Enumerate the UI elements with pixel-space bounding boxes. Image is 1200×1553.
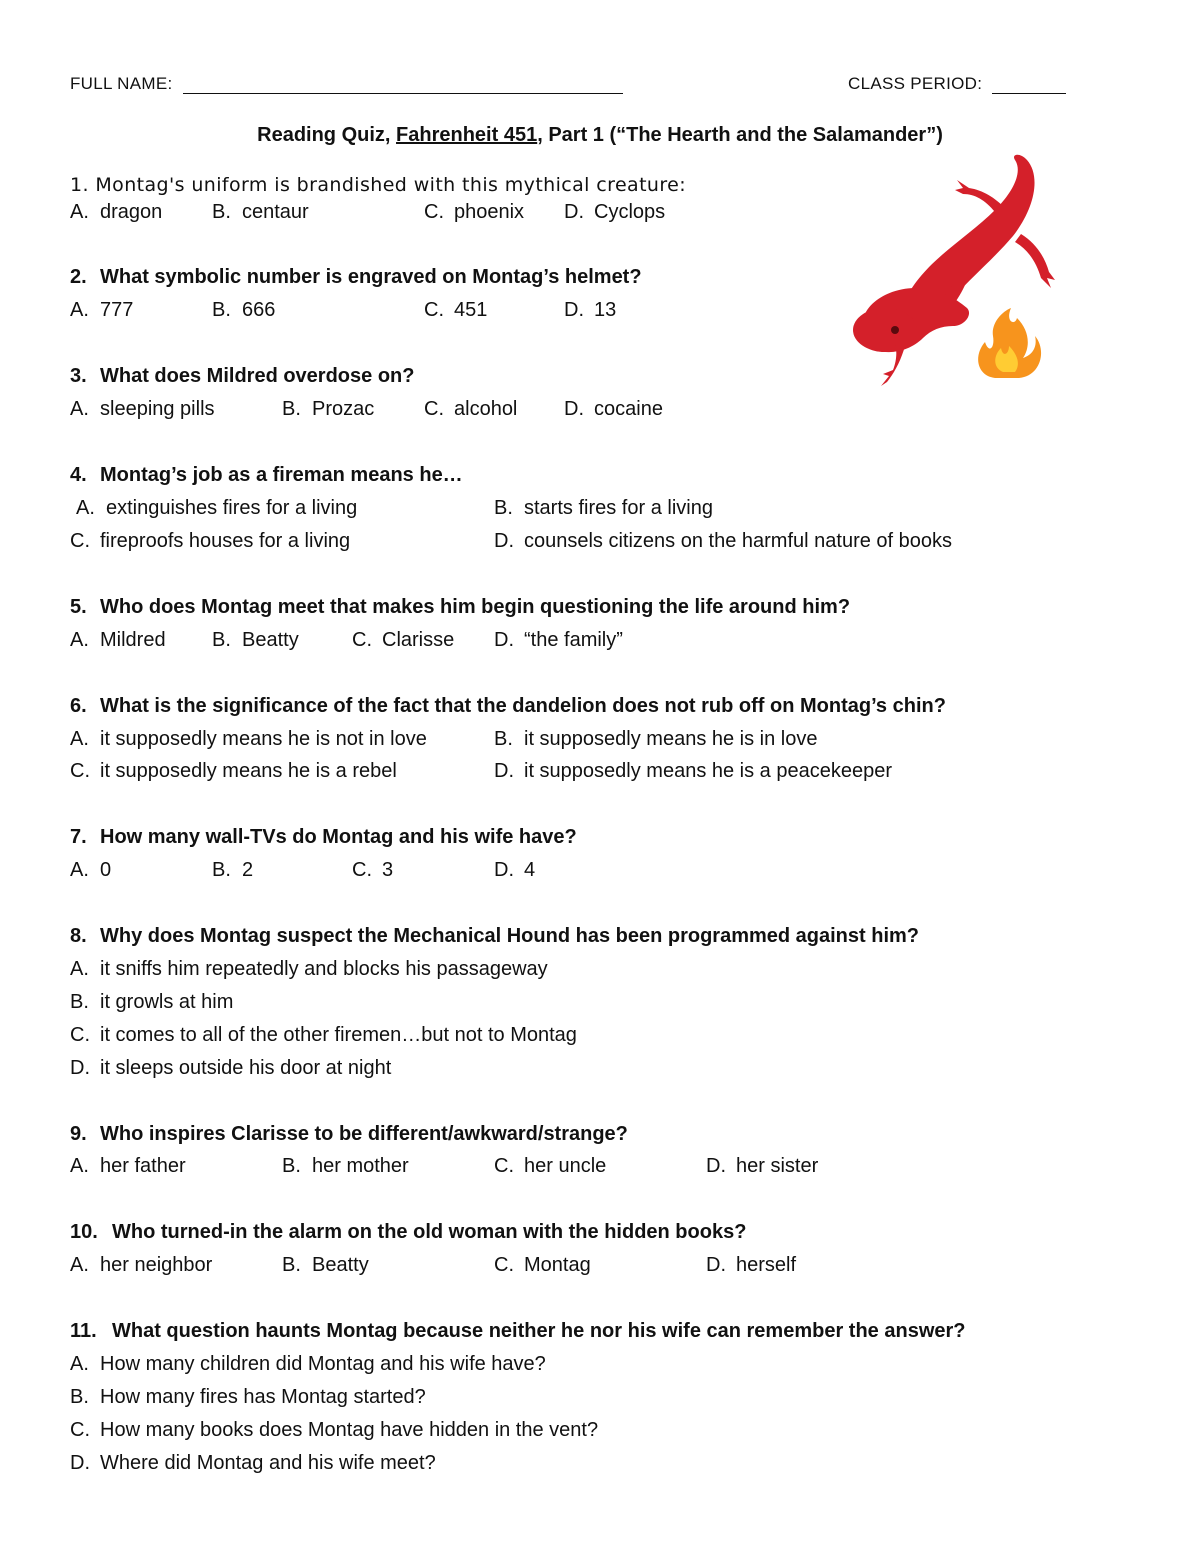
question-text: Who turned-in the alarm on the old woman with the hidden books? [112,1221,747,1243]
q5-option-a[interactable]: A. Mildred [70,629,166,651]
q1-option-b[interactable]: B. centaur [212,201,309,223]
q3-option-b[interactable]: B. Prozac [282,398,375,420]
class-period-blank [992,75,1066,94]
q5-option-c[interactable]: C. Clarisse [352,629,455,651]
title-book: Fahrenheit 451 [396,124,538,146]
full-name-blank [183,75,623,94]
q3-option-d[interactable]: D. cocaine [564,398,663,420]
question-11 [70,1320,966,1343]
q6-option-b[interactable]: B. it supposedly means he is in love [494,728,818,750]
q7-option-a[interactable]: A. 0 [70,859,112,881]
question-7 [70,826,577,849]
q3-option-a[interactable]: A. sleeping pills [70,398,215,420]
question-number: 4. [70,464,87,486]
q1-option-d[interactable]: D. Cyclops [564,201,666,223]
q6-option-a[interactable]: A. it supposedly means he is not in love [70,728,427,750]
question-4 [70,464,463,487]
q1-option-c[interactable]: C. phoenix [424,201,525,223]
question-number: 8. [70,925,87,947]
flame-icon [978,308,1041,378]
question-6 [70,695,946,718]
q2-option-a[interactable]: A. 777 [70,299,134,321]
question-9 [70,1123,628,1146]
q4-option-c[interactable]: C. fireproofs houses for a living [70,530,351,552]
q2-option-b[interactable]: B. 666 [212,299,276,321]
q3-option-c[interactable]: C. alcohol [424,398,518,420]
question-3 [70,365,414,388]
q5-option-d[interactable]: D. “the family” [494,629,623,651]
q5-option-b[interactable]: B. Beatty [212,629,299,651]
q4-option-a[interactable]: A. extinguishes fires for a living [76,497,358,519]
question-text: Why does Montag suspect the Mechanical Hound has been programmed against him? [100,925,920,947]
q9-option-d[interactable]: D. her sister [706,1155,819,1177]
question-text: Montag’s job as a fireman means he… [100,464,463,486]
q11-option-d[interactable]: D. Where did Montag and his wife meet? [70,1452,436,1474]
q7-option-d[interactable]: D. 4 [494,859,536,881]
q8-option-c[interactable]: C. it comes to all of the other firemen…but not to Montag [70,1024,577,1046]
q10-option-b[interactable]: B. Beatty [282,1254,369,1276]
question-1 [70,174,686,196]
q10-option-a[interactable]: A. her neighbor [70,1254,213,1276]
question-number: 7. [70,826,87,848]
question-number: 10. [70,1221,98,1243]
question-text: What symbolic number is engraved on Montag’s helmet? [100,266,642,288]
q8-option-b[interactable]: B. it growls at him [70,991,234,1013]
question-number: 1. [70,174,89,196]
q9-option-a[interactable]: A. her father [70,1155,186,1177]
class-period-label: CLASS PERIOD: [848,74,983,93]
page-title [0,124,1200,147]
title-suffix: , Part 1 (“The Hearth and the Salamander”) [537,124,943,146]
question-number: 3. [70,365,87,387]
question-number: 5. [70,596,87,618]
question-2 [70,266,642,289]
question-text: Who inspires Clarisse to be different/awkward/strange? [100,1123,628,1145]
question-number: 2. [70,266,87,288]
question-8 [70,925,919,948]
class-period-field [848,74,1066,94]
question-text: Montag's uniform is brandished with this mythical creature: [95,174,687,196]
q9-option-c[interactable]: C. her uncle [494,1155,607,1177]
q2-option-c[interactable]: C. 451 [424,299,488,321]
question-text: What question haunts Montag because neither he nor his wife can remember the answer? [112,1320,966,1342]
q10-option-d[interactable]: D. herself [706,1254,797,1276]
question-text: What does Mildred overdose on? [100,365,415,387]
full-name-label: FULL NAME: [70,74,173,93]
q8-option-d[interactable]: D. it sleeps outside his door at night [70,1057,392,1079]
q8-option-a[interactable]: A. it sniffs him repeatedly and blocks his passageway [70,958,548,980]
q10-option-c[interactable]: C. Montag [494,1254,591,1276]
q11-option-c[interactable]: C. How many books does Montag have hidden in the vent? [70,1419,599,1441]
q4-option-d[interactable]: D. counsels citizens on the harmful nature of books [494,530,953,552]
q2-option-d[interactable]: D. 13 [564,299,617,321]
question-number: 6. [70,695,87,717]
question-number: 11. [70,1320,97,1342]
full-name-field [70,74,623,94]
salamander-eye-icon [891,326,899,334]
q11-option-a[interactable]: A. How many children did Montag and his wife have? [70,1353,546,1375]
q11-option-b[interactable]: B. How many fires has Montag started? [70,1386,426,1408]
q4-option-b[interactable]: B. starts fires for a living [494,497,713,519]
q6-option-d[interactable]: D. it supposedly means he is a peacekeeper [494,760,893,782]
question-number: 9. [70,1123,87,1145]
question-10 [70,1221,746,1244]
question-text: How many wall-TVs do Montag and his wife have? [100,826,577,848]
question-text: What is the significance of the fact that the dandelion does not rub off on Montag’s chin? [100,695,946,717]
q7-option-c[interactable]: C. 3 [352,859,394,881]
question-text: Who does Montag meet that makes him begin questioning the life around him? [100,596,851,618]
question-5 [70,596,850,619]
q1-option-a[interactable]: A. dragon [70,201,163,223]
salamander-flame-illustration [845,150,1075,390]
q9-option-b[interactable]: B. her mother [282,1155,409,1177]
title-prefix: Reading Quiz, [257,124,397,146]
q7-option-b[interactable]: B. 2 [212,859,254,881]
q6-option-c[interactable]: C. it supposedly means he is a rebel [70,760,397,782]
